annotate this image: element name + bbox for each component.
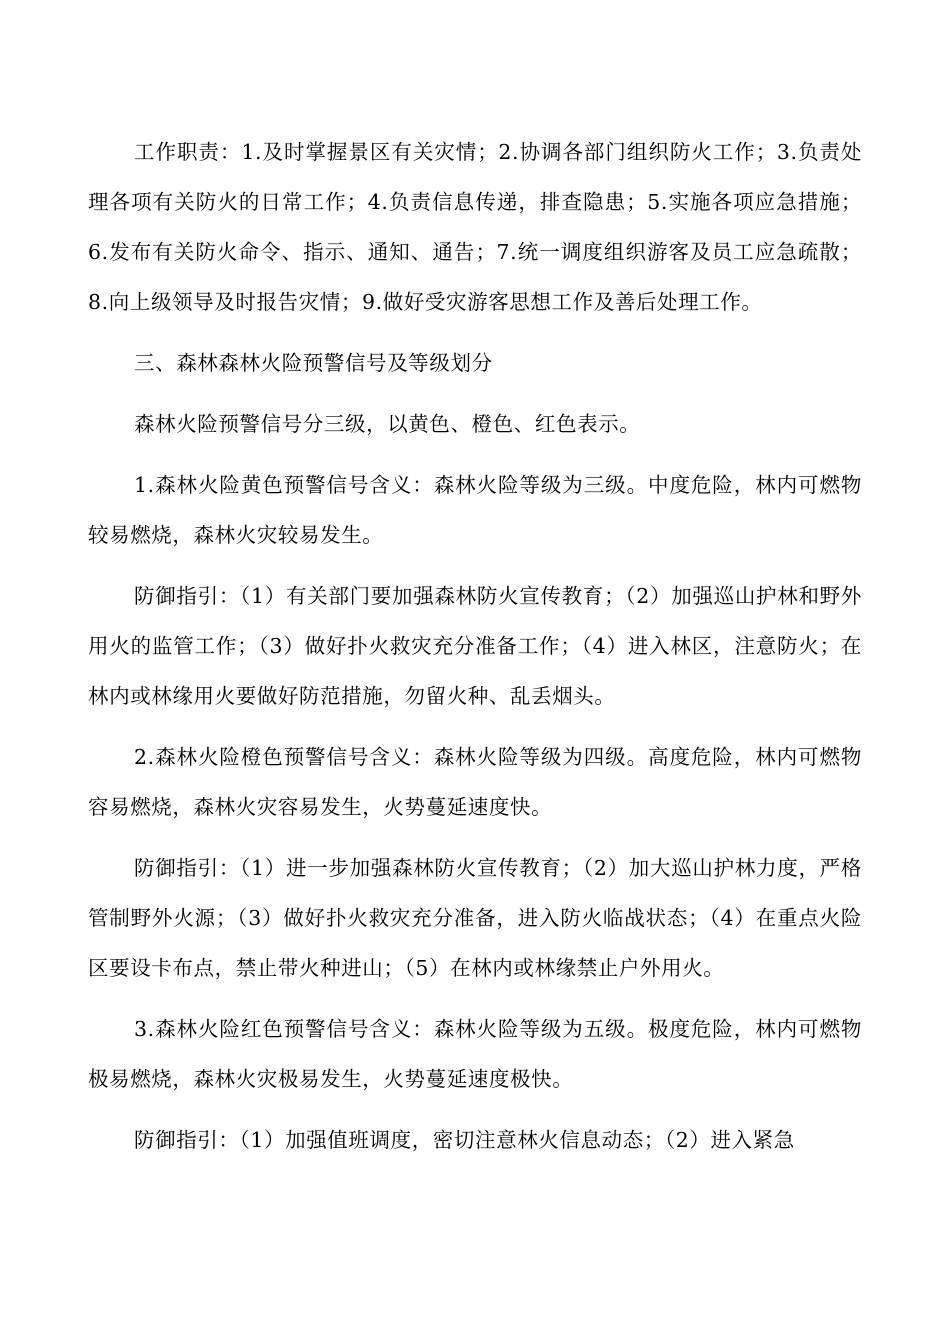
- paragraph-duties: 工作职责：1.及时掌握景区有关灾情；2.协调各部门组织防火工作；3.负责处理各项有关防火的日常工作；4.负责信息传递，排查隐患；5.实施各项应急措施；6.发布有关防火命令、指示、通知、通告；7.统一调度组织游客及员工应急疏散；8.向上级领导及时报告灾情；9.做好受灾游客思想工作及善后处理工作。: [88, 140, 862, 314]
- paragraph-red-signal: 3.森林火险红色预警信号含义：森林火险等级为五级。极度危险，林内可燃物极易燃烧，森林火灾极易发生，火势蔓延速度极快。: [88, 1017, 862, 1091]
- paragraph-orange-guidance: 防御指引：（1）进一步加强森林防火宣传教育；（2）加大巡山护林力度，严格管制野外火源；（3）做好扑火救灾充分准备，进入防火临战状态；（4）在重点火险区要设卡布点，禁止带火种进山；（5）在林内或林缘禁止户外用火。: [88, 856, 862, 980]
- document-page: [88, 127, 862, 1176]
- section-heading-warning-levels: 三、森林森林火险预警信号及等级划分: [134, 351, 493, 375]
- paragraph-yellow-signal: 1.森林火险黄色预警信号含义：森林火险等级为三级。中度危险，林内可燃物较易燃烧，森林火灾较易发生。: [88, 473, 862, 547]
- paragraph-orange-signal: 2.森林火险橙色预警信号含义：森林火险等级为四级。高度危险，林内可燃物容易燃烧，森林火灾容易发生，火势蔓延速度快。: [88, 745, 862, 819]
- paragraph-signal-levels: 森林火险预警信号分三级，以黄色、橙色、红色表示。: [134, 412, 641, 436]
- paragraph-red-guidance: 防御指引：（1）加强值班调度，密切注意林火信息动态；（2）进入紧急: [134, 1128, 795, 1152]
- paragraph-yellow-guidance: 防御指引：（1）有关部门要加强森林防火宣传教育；（2）加强巡山护林和野外用火的监管工作；（3）做好扑火救灾充分准备工作；（4）进入林区，注意防火；在林内或林缘用火要做好防范措施，勿留火种、乱丢烟头。: [88, 584, 862, 708]
